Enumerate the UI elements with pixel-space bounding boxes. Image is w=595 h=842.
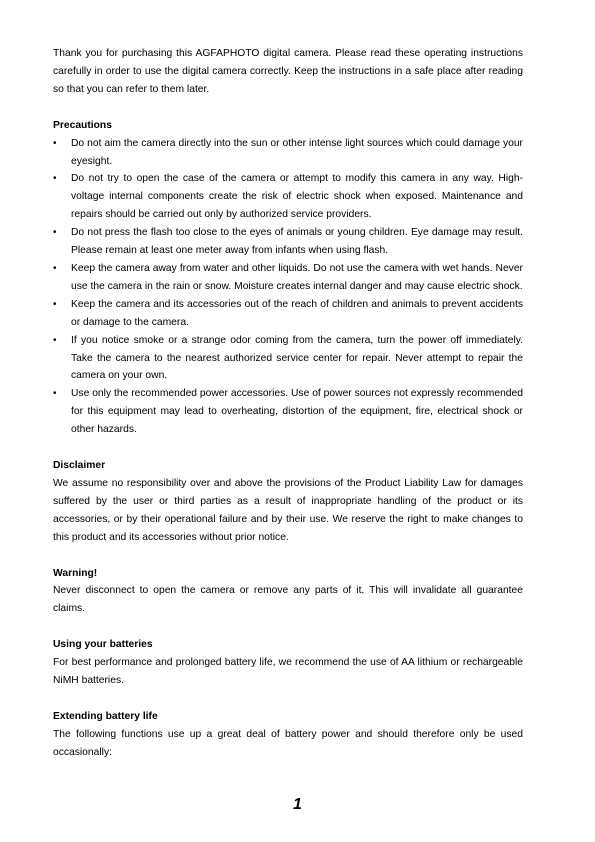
bullet-icon: • — [53, 173, 57, 185]
extending-section — [53, 708, 523, 762]
precautions-heading: Precautions — [53, 119, 112, 131]
bullet-icon: • — [53, 298, 57, 310]
disclaimer-text: We assume no responsibility over and above the provisions of the Product Liability Law for damages suffered by the user or third parties as a result of inappropriate handling of the product or its accessories, or by their operational failure and by their use. We reserve the right to make changes to this product and its accessories without prior notice. — [53, 477, 523, 543]
batteries-text: For best performance and prolonged battery life, we recommend the use of AA lithium or rechargeable NiMH batteries. — [53, 657, 523, 687]
list-item — [53, 296, 523, 332]
list-item-text: Do not press the flash too close to the eyes of animals or young children. Eye damage may result. Please remain at least one meter away from infants when using flash. — [71, 227, 523, 257]
batteries-heading: Using your batteries — [53, 639, 153, 651]
disclaimer-section — [53, 457, 523, 547]
precautions-list — [53, 135, 523, 439]
warning-section — [53, 565, 523, 619]
intro-paragraph: Thank you for purchasing this AGFAPHOTO digital camera. Please read these operating instructions carefully in order to use the digital camera correctly. Keep the instructions in a safe place after reading so that you can refer to them later. — [53, 48, 523, 95]
list-item — [53, 224, 523, 260]
list-item-text: Keep the camera and its accessories out of the reach of children and animals to prevent accidents or damage to the camera. — [71, 298, 523, 328]
list-item-text: Keep the camera away from water and other liquids. Do not use the camera with wet hands. Never use the camera in the rain or snow. Moisture creates internal danger and may cause electric shock. — [71, 262, 523, 292]
warning-heading: Warning! — [53, 567, 98, 579]
document-page — [53, 45, 523, 780]
disclaimer-heading: Disclaimer — [53, 460, 106, 472]
list-item-text: Do not try to open the case of the camera or attempt to modify this camera in any way. High-voltage internal components create the risk of electric shock when exposed. Maintenance and repairs should be carried out only by authorized service providers. — [71, 173, 523, 221]
extending-text: The following functions use up a great deal of battery power and should therefore only be used occasionally: — [53, 728, 523, 758]
bullet-icon: • — [53, 227, 57, 239]
list-item-text: Do not aim the camera directly into the sun or other intense light sources which could damage your eyesight. — [71, 137, 523, 167]
extending-heading: Extending battery life — [53, 711, 158, 722]
list-item-text: Use only the recommended power accessories. Use of power sources not expressly recommended for this equipment may lead to overheating, distortion of the equipment, fire, electrical shock or other hazards. — [71, 388, 523, 436]
warning-text: Never disconnect to open the camera or remove any parts of it. This will invalidate all guarantee claims. — [53, 585, 523, 615]
list-item — [53, 385, 523, 439]
list-item — [53, 135, 523, 171]
list-item-text: If you notice smoke or a strange odor coming from the camera, turn the power off immediately. Take the camera to the nearest authorized service center for repair. Never attempt to repair the camera on your own. — [71, 334, 523, 382]
list-item — [53, 332, 523, 386]
bullet-icon: • — [53, 137, 57, 149]
precautions-section — [53, 117, 523, 439]
bullet-icon: • — [53, 262, 57, 274]
batteries-section — [53, 636, 523, 690]
page-number: 1 — [293, 796, 302, 813]
list-item — [53, 170, 523, 224]
list-item — [53, 260, 523, 296]
bullet-icon: • — [53, 388, 57, 400]
bullet-icon: • — [53, 334, 57, 346]
